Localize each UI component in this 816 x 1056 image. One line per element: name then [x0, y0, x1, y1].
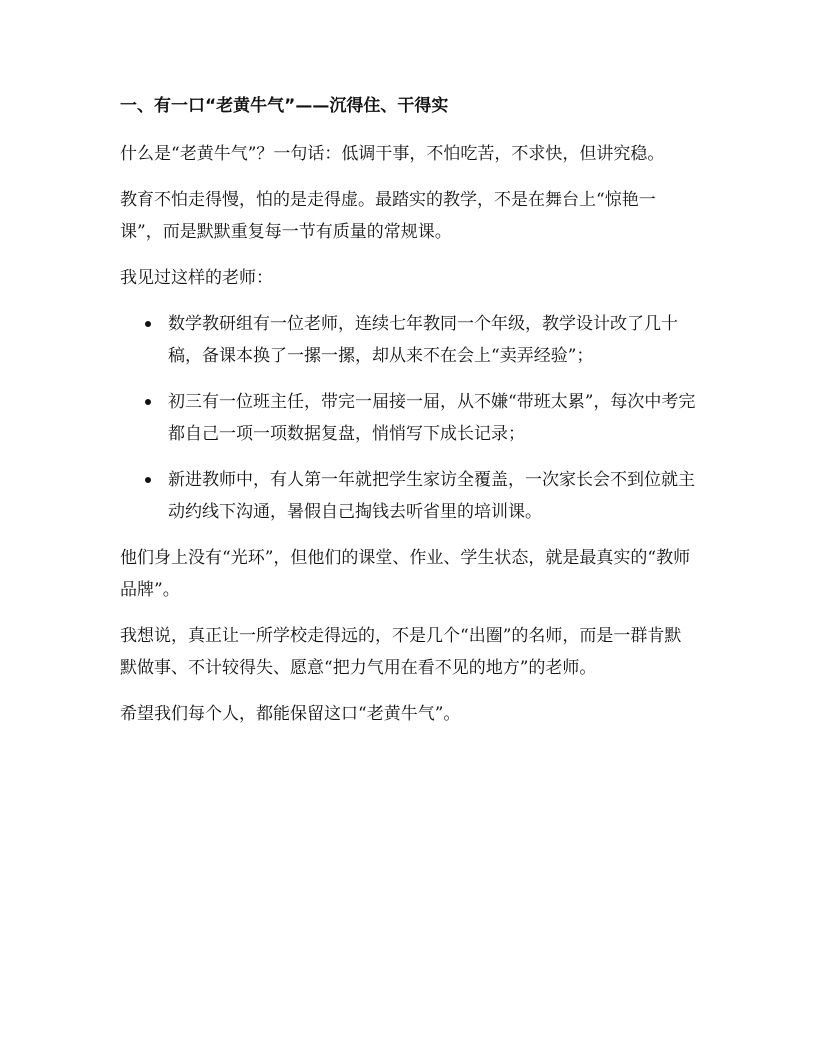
list-item	[168, 386, 696, 450]
list-item	[168, 464, 696, 528]
list-item	[168, 308, 696, 372]
bullet-icon	[145, 399, 151, 405]
paragraph-school-reflection: 我想说，真正让一所学校走得远的，不是几个“出圈”的名师，而是一群肯默默做事、不计较得失、愿意“把力气用在看不见的地方”的老师。	[120, 626, 682, 678]
paragraph-teacher-brand: 他们身上没有“光环”，但他们的课堂、作业、学生状态，就是最真实的“教师品牌”。	[120, 548, 691, 600]
bullet-icon	[145, 477, 151, 483]
section-heading: 一、有一口“老黄牛气”——沉得住、干得实	[120, 96, 449, 116]
list-item-text: 初三有一位班主任，带完一届接一届，从不嫌“带班太累”，每次中考完都自己一项一项数据复盘，悄悄写下成长记录；	[168, 392, 696, 444]
list-item-text: 新进教师中，有人第一年就把学生家访全覆盖，一次家长会不到位就主动约线下沟通，暑假自己掏钱去听省里的培训课。	[168, 470, 695, 522]
paragraph-closing: 希望我们每个人，都能保留这口“老黄牛气”。	[120, 704, 461, 724]
paragraph-definition: 什么是“老黄牛气”？一句话：低调干事，不怕吃苦，不求快，但讲究稳。	[120, 144, 665, 164]
examples-list	[120, 308, 696, 528]
paragraph-teaching: 教育不怕走得慢，怕的是走得虚。最踏实的教学，不是在舞台上“惊艳一课”，而是默默重复每一节有质量的常规课。	[120, 190, 656, 242]
paragraph-intro-examples: 我见过这样的老师：	[120, 268, 273, 288]
list-item-text: 数学教研组有一位老师，连续七年教同一个年级，教学设计改了几十稿，备课本换了一摞一摞，却从来不在会上“卖弄经验”；	[168, 314, 678, 366]
bullet-icon	[145, 321, 151, 327]
